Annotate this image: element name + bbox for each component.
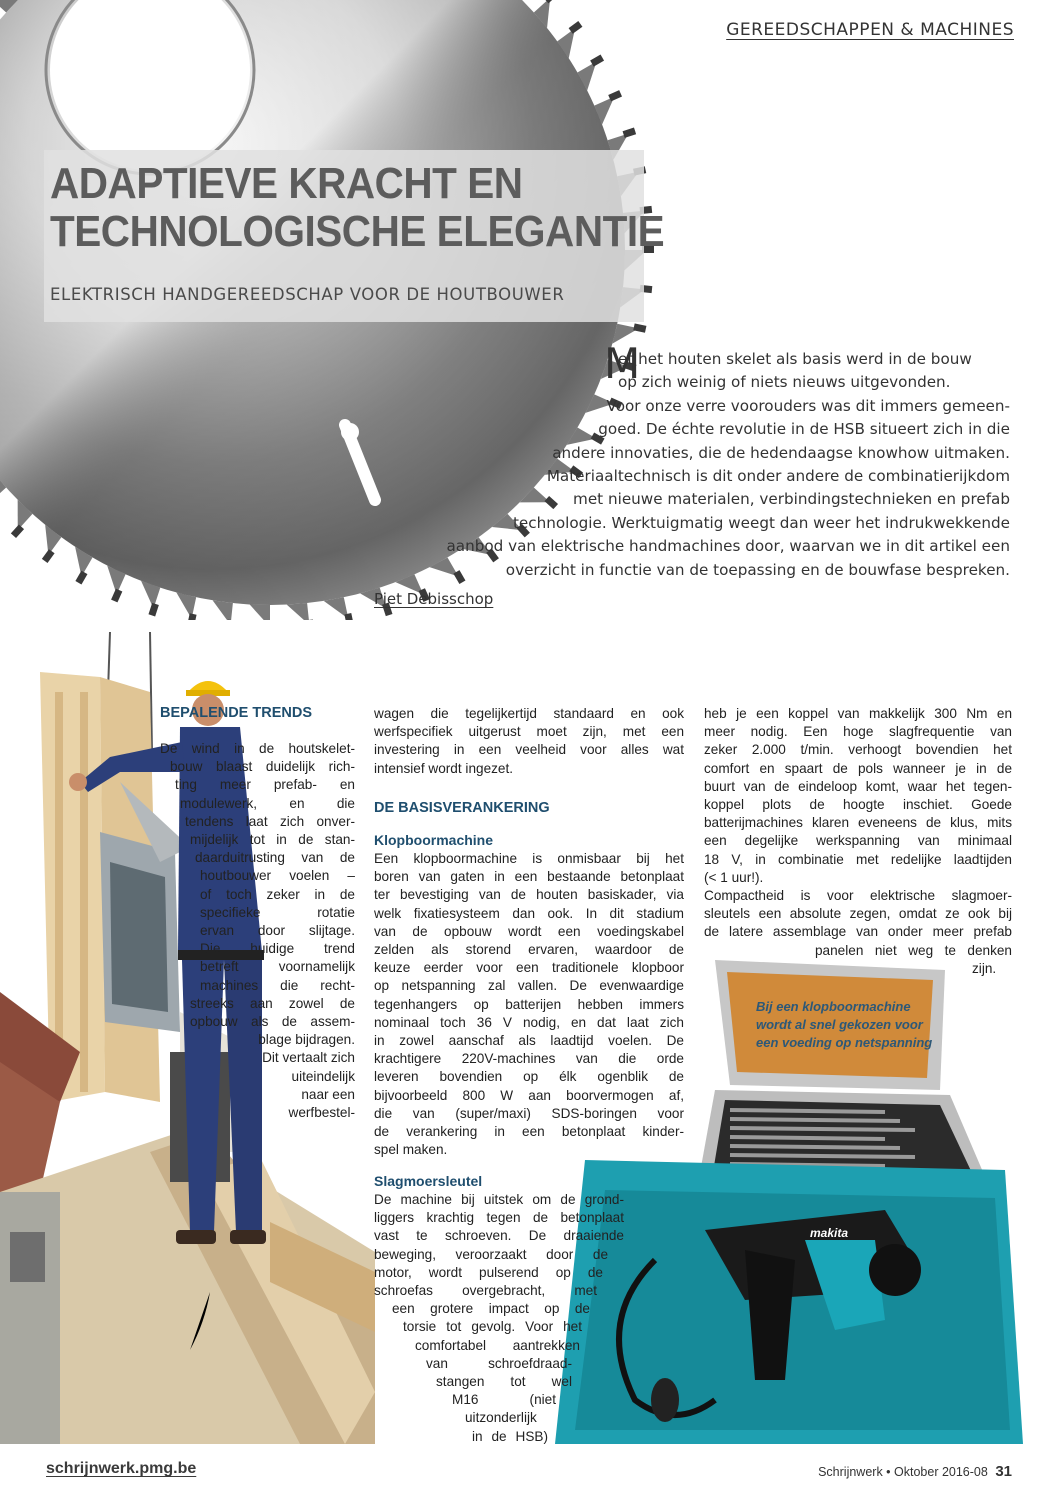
col3-line: koppel plots de hoogte inschiet. Goede <box>704 797 1012 812</box>
col2-slagmoer-line: beweging, veroorzaakt door de <box>374 1246 608 1262</box>
col2-slagmoer-line: liggers krachtig tegen de betonplaat <box>374 1210 624 1226</box>
col2-klopboor-line: welk fixatiesysteem dan ook. In dit stadium <box>374 905 684 921</box>
col2-klopboor-line: op netspanning zal vallen. De evenwaardige <box>374 978 684 994</box>
col1-line: werfbestel- <box>288 1105 355 1120</box>
col1-line: naar een <box>301 1086 355 1102</box>
col2-klopboor-line: spel maken. <box>374 1142 448 1158</box>
photo-caption: Bij een klopboormachine wordt al snel gekozen voor een voeding op netspanning <box>756 999 933 1050</box>
brand-logo: makita <box>810 1226 849 1240</box>
col1-line: opbouw als de assem- <box>190 1014 355 1029</box>
col1-line: machines die recht- <box>200 977 355 993</box>
col1-line: ervan door slijtage. <box>200 923 355 938</box>
col2-slagmoer-line: comfortabel aantrekken <box>415 1337 580 1353</box>
col2-slagmoer-line: een grotere impact op de <box>392 1301 590 1317</box>
col3-line: 18 V, in combinatie met redelijke laadtijden <box>704 851 1012 867</box>
col3-line: zijn. <box>972 960 997 976</box>
col2-klopboor-line: van de opbouw wordt een voedingskabel <box>374 923 684 939</box>
col1-line: blage bijdragen. <box>258 1032 355 1048</box>
col1-line: ting meer prefab- en <box>175 777 355 793</box>
magazine-issue: Schrijnwerk • Oktober 2016-08 <box>818 1465 988 1479</box>
col2-slagmoer-line: motor, wordt pulserend op de <box>374 1264 603 1280</box>
col1-line: De wind in de houtskelet- <box>160 741 355 756</box>
col3-line: heb je een koppel van makkelijk 300 Nm en <box>704 706 1012 721</box>
col3-line: panelen niet weg te denken <box>815 942 1012 958</box>
col2-slagmoer-line: De machine bij uitstek om de grond- <box>374 1192 624 1207</box>
col2-intro-line: wagen die tegelijkertijd standaard en ook <box>374 706 684 721</box>
intro-line: aanbod van elektrische handmachines door, waarvan we in dit artikel een <box>446 537 1010 556</box>
col2-klopboor-line: leveren bovendien op élk ogenblik de <box>374 1069 684 1085</box>
col3-line: comfort en spaart de pols wanneer je in de <box>704 760 1012 776</box>
heading-bepalende-trends: BEPALENDE TRENDS <box>160 705 312 721</box>
col2-klopboor-line: krachtigere 220V-machines van die orde <box>374 1051 684 1067</box>
subheading-klopboormachine: Klopboormachine <box>374 832 494 848</box>
col2-klopboor-line: tegenhangers op batterijen hebben immers <box>374 996 684 1012</box>
col2-slagmoer-line: in de HSB) <box>472 1428 548 1444</box>
col1-line: specifieke rotatie <box>200 904 355 920</box>
col2-klopboor-line: in zowel aanschaf als laadtijd voelen. De <box>374 1033 684 1048</box>
col2-intro-line: investering in een veelheid voor alles wat <box>374 742 684 758</box>
col2-klopboor-line: boren van gaten in een bestaande betonplaat <box>374 869 684 885</box>
intro-line: andere innovaties, die de hedendaagse knowhow uitmaken. <box>552 443 1010 462</box>
col3-line: Compactheid is voor elektrische slagmoer- <box>704 888 1012 903</box>
intro-line: technologie. Werktuigmatig weegt dan weer het indrukwekkende <box>512 513 1010 532</box>
intro-line: op zich weinig of niets nieuws uitgevonden. <box>618 373 951 392</box>
col2-klopboor-line: de verankering in een betonplaat kinder- <box>374 1124 684 1139</box>
col2-intro-line: intensief wordt ingezet. <box>374 760 514 776</box>
website-link[interactable]: schrijnwerk.pmg.be <box>46 1460 197 1477</box>
col1-line: daarduitrusting van de <box>195 850 355 866</box>
col1-line: betreft voornamelijk <box>200 959 355 975</box>
col2-slagmoer-line: schroefas overgebracht, met <box>374 1283 597 1298</box>
col3-line: batterijmachines klaren eveneens de klus, mits <box>704 815 1012 831</box>
col2-slagmoer-line: vast te schroeven. De draaiende <box>374 1228 624 1244</box>
intro-line: et het houten skelet als basis werd in de bouw <box>618 350 972 368</box>
col2-slagmoer-line: M16 (niet <box>452 1392 556 1408</box>
col1-line: Dit vertaalt zich <box>262 1050 355 1066</box>
col3-line: (< 1 uur!). <box>704 869 764 885</box>
author-byline: Piet Debisschop <box>374 590 494 608</box>
subheading-slagmoersleutel: Slagmoersleutel <box>374 1173 483 1189</box>
intro-line: Voor onze verre voorouders was dit immers gemeen- <box>606 396 1010 415</box>
heading-basisverankering: DE BASISVERANKERING <box>374 800 550 816</box>
col1-line: uiteindelijk <box>291 1068 355 1084</box>
col2-klopboor-line: zelden als storend ervaren, waardoor de <box>374 942 684 957</box>
col1-line: bouw blaast duidelijk rich- <box>170 759 355 775</box>
col1-line: mijdelijk tot in de stan- <box>190 832 355 847</box>
col2-intro-line: werfspecifiek uitgerust moet zijn, met een <box>374 724 684 740</box>
title-line-2: TECHNOLOGISCHE ELEGANTIE <box>50 207 665 256</box>
col2-slagmoer-line: stangen tot wel <box>436 1374 572 1389</box>
col3-line: een degelijke werkspanning van minimaal <box>704 833 1012 849</box>
article-title <box>50 160 694 256</box>
col2-slagmoer-line: uitzonderlijk <box>465 1410 537 1426</box>
title-line-1: ADAPTIEVE KRACHT EN <box>50 159 523 208</box>
col2-klopboor-line: ter bevestiging van de houten basiskader, via <box>374 887 684 903</box>
intro-line: Materiaaltechnisch is dit onder andere de combinatierijkdom <box>546 467 1010 485</box>
col2-klopboor-line: keuze eerder voor een traditionele klopboor <box>374 960 684 976</box>
col3-line: meer nodig. Een hoge slagfrequentie van <box>704 724 1012 740</box>
drop-cap: M <box>604 339 641 388</box>
col1-line: streeks aan zowel de <box>190 995 355 1011</box>
intro-line: goed. De échte revolutie in de HSB situeert zich in die <box>598 420 1010 439</box>
col3-line: de latere assemblage van onder meer prefab <box>704 924 1012 940</box>
col2-slagmoer-line: torsie tot gevolg. Voor het <box>403 1319 582 1335</box>
col1-line: Die huidige trend <box>200 941 355 957</box>
col1-line: of toch zeker in de <box>200 886 355 902</box>
article-subtitle: ELEKTRISCH HANDGEREEDSCHAP VOOR DE HOUTBOUWER <box>50 285 565 304</box>
page-number: 31 <box>995 1463 1012 1480</box>
col1-line: tendens laat zich onver- <box>185 813 355 829</box>
col2-klopboor-line: Een klopboormachine is onmisbaar bij het <box>374 851 684 866</box>
col3-line: sleutels een absolute zegen, omdat ze ook bij <box>704 906 1012 922</box>
intro-line: met nieuwe materialen, verbindingstechnieken en prefab <box>573 490 1010 509</box>
col2-klopboor-line: die van (super/maxi) SDS-boringen voor <box>374 1105 684 1121</box>
section-tag: GEREEDSCHAPPEN & MACHINES <box>726 20 1014 40</box>
page-footer <box>818 1463 1012 1480</box>
intro-line: overzicht in functie van de toepassing en de bouwfase bespreken. <box>505 560 1010 579</box>
col2-klopboor-line: bijvoorbeeld 800 W aan boorvermogen af, <box>374 1087 684 1103</box>
col2-slagmoer-line: van schroefdraad- <box>426 1355 572 1371</box>
col1-line: modulewerk, en die <box>180 795 355 811</box>
col3-line: buurt van de eindeloop komt, waar het tegen- <box>704 778 1012 794</box>
col1-line: houtbouwer voelen – <box>200 868 355 884</box>
col2-klopboor-line: nominaal toch 36 V nodig, en dat laat zich <box>374 1014 684 1030</box>
col3-line: zeker 2.000 t/min. verhoogt bovendien het <box>704 742 1012 758</box>
